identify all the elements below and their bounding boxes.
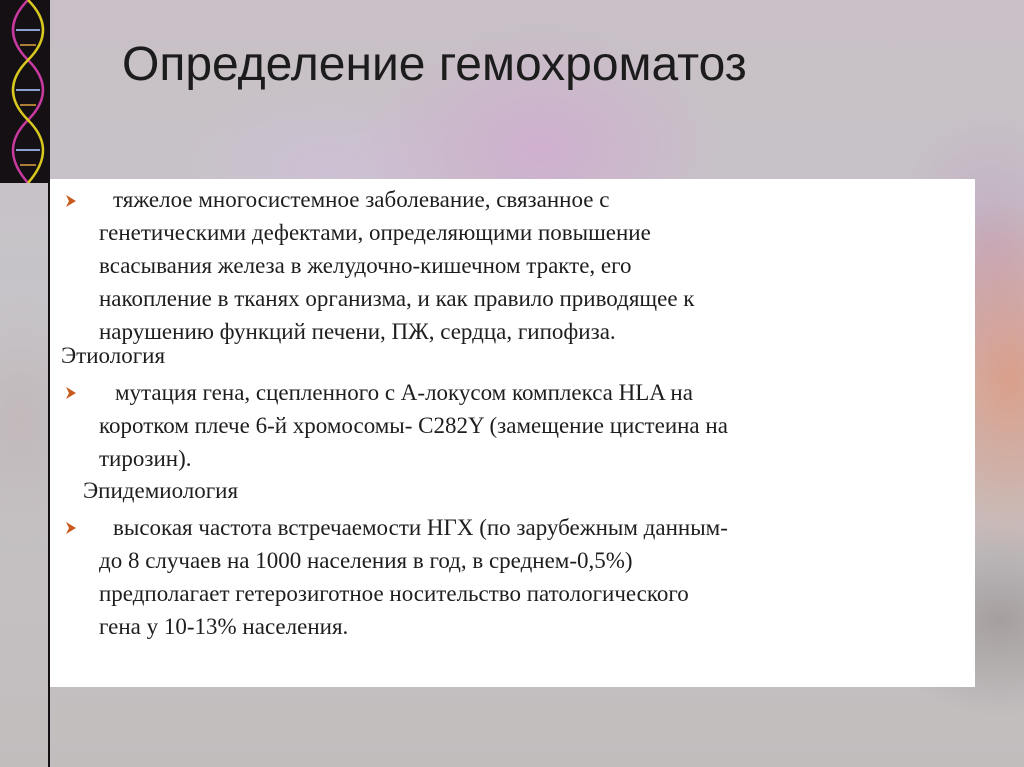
chevron-right-icon	[63, 385, 79, 401]
definition-line: нарушению функций печени, ПЖ, сердца, гипофиза.	[99, 319, 616, 344]
epidemiology-line: гена у 10-13% населения.	[99, 614, 349, 639]
content-panel	[50, 179, 975, 687]
epidemiology-heading: Эпидемиология	[83, 478, 239, 503]
etiology-line: тирозин).	[99, 446, 192, 471]
chevron-right-icon	[63, 193, 79, 209]
epidemiology-line: до 8 случаев на 1000 населения в год, в среднем-0,5%)	[99, 548, 633, 573]
etiology-line: коротком плече 6-й хромосомы- C282Y (замещение цистеина на	[99, 413, 728, 438]
definition-line: генетическими дефектами, определяющими повышение	[99, 220, 651, 245]
epidemiology-text	[99, 511, 728, 643]
etiology-text	[99, 376, 728, 475]
etiology-line: мутация гена, сцепленного с А-локусом комплекса HLA на	[115, 380, 693, 405]
slide-title: Определение гемохроматоз	[122, 38, 747, 91]
definition-text	[99, 183, 694, 348]
epidemiology-line: высокая частота встречаемости НГХ (по зарубежным данным-	[113, 515, 728, 540]
chevron-right-icon	[63, 520, 79, 536]
epidemiology-line: предполагает гетерозиготное носительство патологического	[99, 581, 689, 606]
definition-line: всасывания железа в желудочно-кишечном тракте, его	[99, 253, 632, 278]
etiology-heading: Этиология	[61, 343, 166, 368]
definition-line: тяжелое многосистемное заболевание, связанное с	[113, 187, 610, 212]
dna-helix-logo	[0, 0, 50, 183]
definition-line: накопление в тканях организма, и как правило приводящее к	[99, 286, 695, 311]
